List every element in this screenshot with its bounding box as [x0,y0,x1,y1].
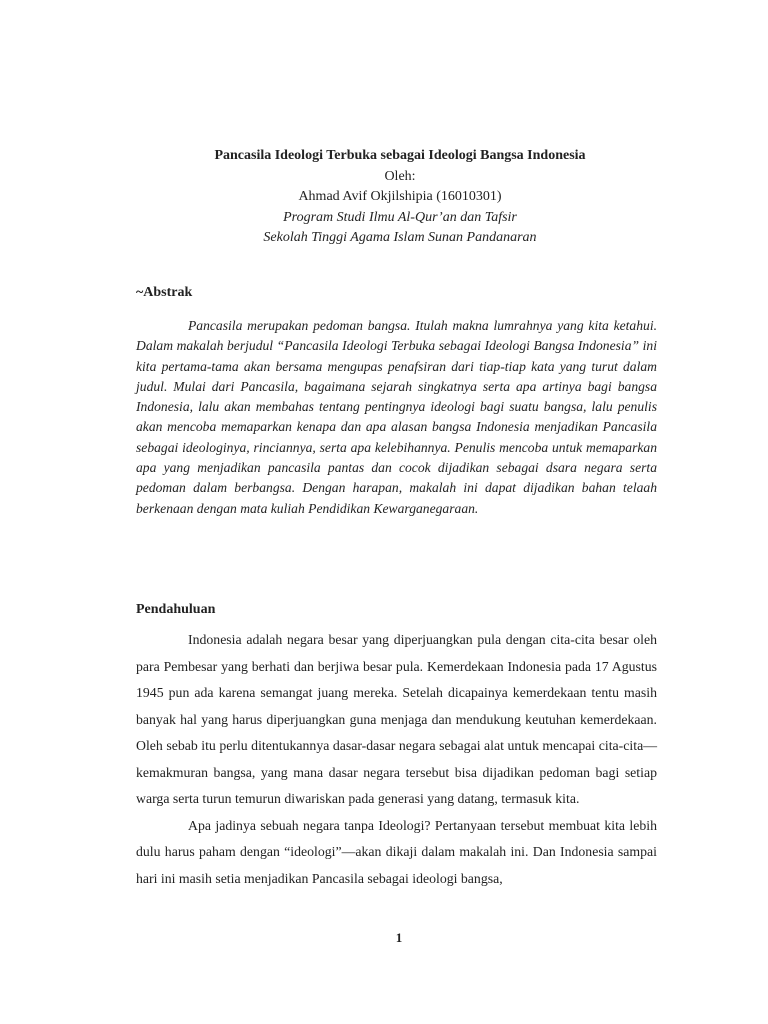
abstract-heading: ~Abstrak [136,285,193,300]
by-label: Oleh: [384,168,416,184]
abstract-paragraph: Pancasila merupakan pedoman bangsa. Itulah makna lumrahnya yang kita ketahui. Dalam makalah berjudul “Pancasila Ideologi Terbuka sebagai Ideologi Bangsa Indonesia” ini kita pertama-tama akan bersama mengupas penafsiran dari tiap-tiap kata yang turut dalam judul. Mulai dari Pancasila, bagaimana sejarah singkatnya serta apa artinya bagi bangsa Indonesia, lalu akan membahas tentang pentingnya ideologi bagi suatu bangsa, lalu penulis akan mencoba memaparkan kenapa dan apa alasan bangsa Indonesia menjadikan Pancasila sebagai ideologinya, rinciannya, serta apa kelebihannya. Penulis mencoba untuk memaparkan apa yang menjadikan pancasila pantas dan cocok dijadikan sebagai dsara negara serta pedoman dalam berbangsa. Dengan harapan, makalah ini dapat dijadikan bahan telaah berkenaan dengan mata kuliah Pendidikan Kewarganegaraan. [136,318,657,516]
introduction-body [136,627,657,892]
introduction-paragraph: Indonesia adalah negara besar yang diperjuangkan pula dengan cita-cita besar oleh para Pembesar yang berhati dan berjiwa besar pula. Kemerdekaan Indonesia pada 17 Agustus 1945 pun ada karena semangat juang mereka. Setelah dicapainya kemerdekaan tentu masih banyak hal yang harus diperjuangkan guna menjaga dan mendukung keutuhan kemerdekaan. Oleh sebab itu perlu ditentukannya dasar-dasar negara sebagai alat untuk mencapai cita-cita—kemakmuran bangsa, yang mana dasar negara tersebut bisa dijadikan pedoman bagi setiap warga serta turun temurun diwariskan pada generasi yang datang, termasuk kita. [136,632,657,806]
introduction-paragraph: Apa jadinya sebuah negara tanpa Ideologi? Pertanyaan tersebut membuat kita lebih dulu harus paham dengan “ideologi”—akan dikaji dalam makalah ini. Dan Indonesia sampai hari ini masih setia menjadikan Pancasila sebagai ideologi bangsa, [136,817,657,886]
paper-header [100,146,700,249]
page-number: 1 [395,930,403,945]
institution-name: Sekolah Tinggi Agama Islam Sunan Pandanaran [263,230,537,245]
author-name: Ahmad Avif Okjilshipia (16010301) [298,189,502,204]
study-program: Program Studi Ilmu Al-Qur’an dan Tafsir [283,209,517,225]
paper-title: Pancasila Ideologi Terbuka sebagai Ideologi Bangsa Indonesia [214,148,586,163]
introduction-heading: Pendahuluan [136,602,216,617]
